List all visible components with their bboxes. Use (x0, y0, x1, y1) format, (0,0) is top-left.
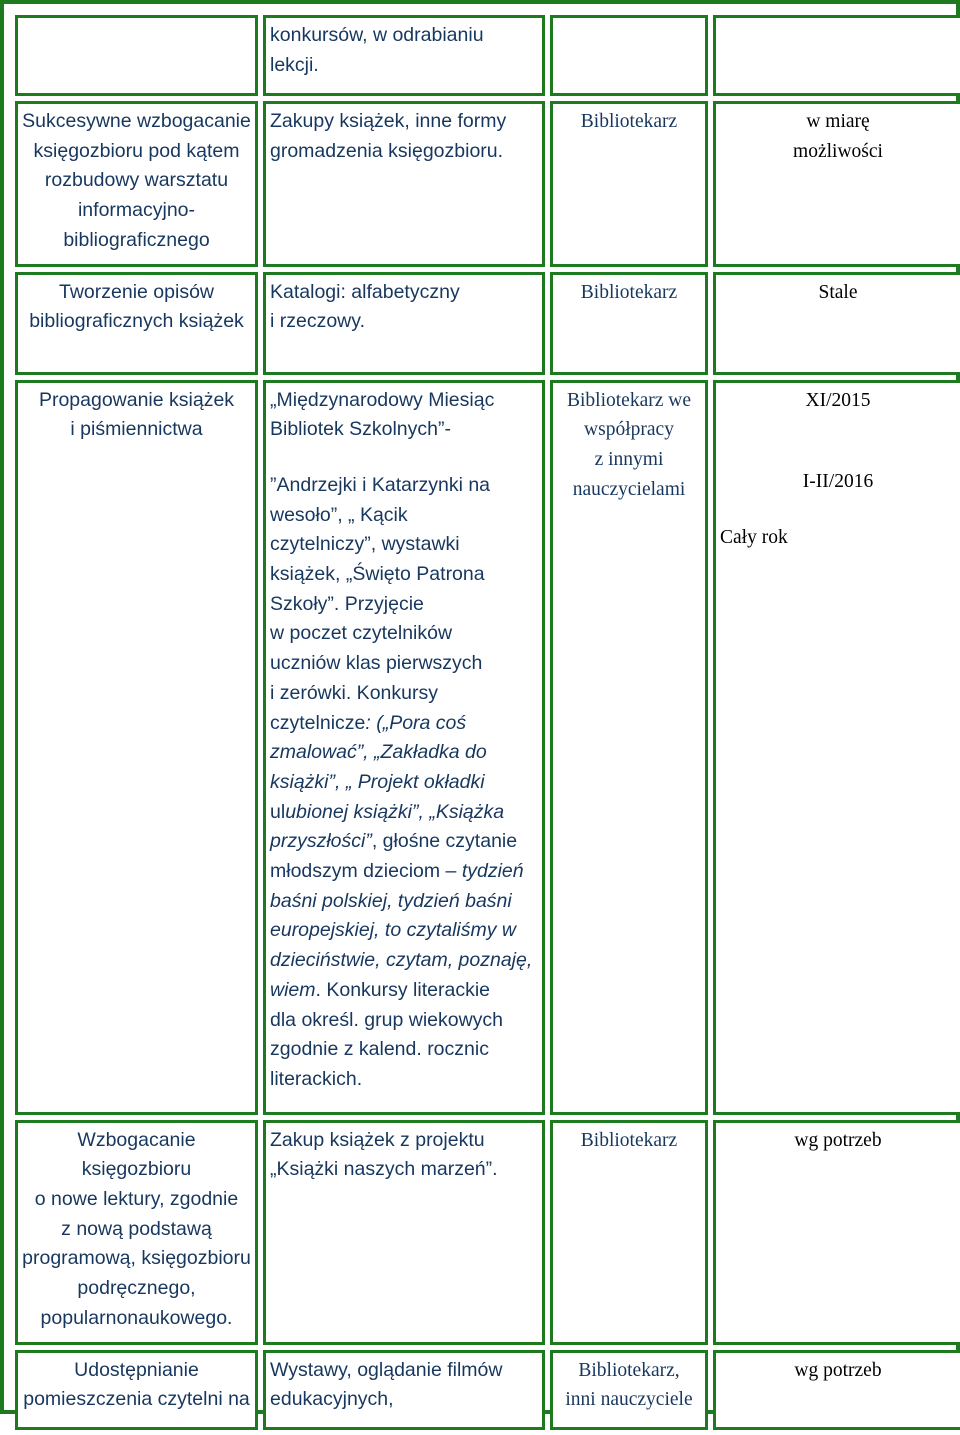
responsible-cell (550, 380, 708, 1115)
task-line: popularnonaukowego. (40, 1306, 233, 1329)
form-line (270, 976, 538, 1006)
task-line: bibliograficznego (63, 228, 210, 251)
task-cell (15, 272, 258, 375)
task-cell (15, 101, 258, 267)
form-line: edukacyjnych, (270, 1388, 394, 1411)
form-cell (263, 380, 545, 1115)
form-text-italic: przyszłości” (270, 830, 372, 853)
blank-line (720, 415, 956, 467)
form-line: konkursów, w odrabianiu (270, 24, 484, 46)
form-line: lekcji. (270, 53, 319, 76)
task-line: Tworzenie opisów (59, 280, 214, 303)
table-row (15, 15, 960, 96)
form-line: książki”, „ Projekt okładki (270, 770, 485, 793)
task-cell (15, 15, 258, 96)
responsible-line: nauczycielami (572, 478, 686, 500)
form-cell (263, 272, 545, 375)
blank-line (270, 445, 538, 471)
responsible-line: inni nauczyciele (565, 1389, 693, 1411)
form-text: młodszym dzieciom – (270, 860, 462, 883)
task-line: Propagowanie książek (38, 388, 235, 411)
task-line: podręcznego, (77, 1277, 196, 1300)
form-cell (263, 15, 545, 96)
task-line: Sukcesywne wzbogacanie (22, 110, 251, 132)
deadline-line: w miarę (806, 111, 870, 132)
deadline-cell (713, 15, 960, 96)
responsible-line: Bibliotekarz (580, 1129, 678, 1151)
form-line: Wystawy, oglądanie filmów (270, 1358, 503, 1381)
responsible-cell (550, 1350, 708, 1430)
task-line: i piśmiennictwa (70, 418, 203, 441)
form-line: Bibliotek Szkolnych”- (270, 418, 451, 441)
deadline-line: wg potrzeb (794, 1359, 882, 1381)
responsible-line: Bibliotekarz (580, 111, 678, 132)
responsible-line: Bibliotekarz we (567, 389, 691, 411)
deadline-cell (713, 380, 960, 1115)
table-row (15, 272, 960, 375)
form-line: gromadzenia księgozbioru. (270, 139, 504, 162)
deadline-cell (713, 1120, 960, 1345)
task-line: o nowe lektury, zgodnie (34, 1187, 239, 1210)
form-line: i rzeczowy. (270, 310, 365, 333)
task-line: bibliograficznych książek (29, 310, 244, 333)
form-line: Zakup książek z projektu (270, 1128, 485, 1151)
deadline-line: możliwości (793, 140, 883, 162)
responsible-line: współpracy (584, 419, 674, 441)
form-line (270, 827, 538, 857)
form-line (270, 798, 538, 828)
form-line: uczniów klas pierwszych (270, 652, 483, 675)
responsible-cell (550, 1120, 708, 1345)
form-line: Szkoły”. Przyjęcie (270, 592, 424, 615)
deadline-line: wg potrzeb (794, 1129, 882, 1151)
form-line: dla określ. grup wiekowych (270, 1008, 504, 1031)
task-line: rozbudowy warsztatu (44, 169, 229, 192)
task-cell (15, 380, 258, 1115)
form-text: . Konkursy literackie (315, 978, 490, 1001)
deadline-cell (713, 272, 960, 375)
task-cell (15, 1120, 258, 1345)
form-cell (263, 101, 545, 267)
form-line: w poczet czytelników (270, 622, 453, 645)
responsible-line: Bibliotekarz, (578, 1359, 680, 1381)
form-text: ul (270, 800, 286, 823)
responsible-line: Bibliotekarz (580, 281, 678, 303)
form-text: czytelnicze (270, 711, 366, 734)
responsible-cell (550, 272, 708, 375)
deadline-line: I-II/2016 (802, 471, 874, 493)
form-line: Zakupy książek, inne formy (270, 110, 507, 132)
form-line (270, 857, 538, 887)
task-line: księgozbioru pod kątem (33, 139, 240, 162)
form-line: i zerówki. Konkursy (270, 681, 438, 704)
form-line: Katalogi: alfabetyczny (270, 280, 460, 303)
form-line: „Międzynarodowy Miesiąc (270, 388, 495, 411)
deadline-line: Stale (818, 281, 858, 303)
table-row (15, 1350, 960, 1430)
deadline-cell (713, 101, 960, 267)
responsible-cell (550, 101, 708, 267)
deadline-line: Cały rok (720, 526, 788, 548)
form-cell (263, 1350, 545, 1430)
form-text-italic: ubionej książki”, „Książka (285, 800, 505, 823)
form-text-italic: wiem (270, 978, 316, 1001)
form-line: baśni polskiej, tydzień baśni (270, 889, 512, 912)
form-line: literackich. (270, 1067, 363, 1090)
table-row (15, 380, 960, 1115)
task-line: programową, księgozbioru (22, 1247, 251, 1270)
form-cell (263, 1120, 545, 1345)
responsible-line: z innymi (594, 448, 664, 470)
form-text: , głośne czytanie (371, 830, 518, 853)
form-text-italic: tydzień (461, 860, 524, 883)
form-line: ”Andrzejki i Katarzynki na (270, 473, 491, 496)
form-text-italic: : („Pora coś (365, 711, 467, 734)
responsible-cell (550, 15, 708, 96)
deadline-line: XI/2015 (805, 389, 871, 411)
form-line: dzieciństwie, czytam, poznaję, (270, 949, 533, 972)
deadline-cell (713, 1350, 960, 1430)
form-line: czytelniczy”, wystawki (270, 533, 460, 556)
form-line: zmalować”, „Zakładka do (270, 741, 487, 764)
task-cell (15, 1350, 258, 1430)
plan-table (10, 10, 960, 1435)
form-line: zgodnie z kalend. rocznic (270, 1038, 489, 1061)
blank-line (720, 497, 956, 523)
form-line: „Książki naszych marzeń”. (270, 1158, 498, 1181)
form-line: książek, „Święto Patrona (270, 563, 485, 586)
task-line: informacyjno- (77, 199, 196, 222)
task-line: księgozbioru (81, 1158, 192, 1181)
task-line: Wzbogacanie (77, 1128, 196, 1151)
task-line: pomieszczenia czytelni na (23, 1388, 250, 1411)
form-line: wesoło”, „ Kącik (270, 503, 408, 526)
table-row (15, 1120, 960, 1345)
form-line: europejskiej, to czytaliśmy w (270, 919, 516, 942)
task-line: z nową podstawą (61, 1217, 212, 1240)
table-row (15, 101, 960, 267)
task-line: Udostępnianie (74, 1358, 199, 1381)
form-line (270, 709, 538, 739)
